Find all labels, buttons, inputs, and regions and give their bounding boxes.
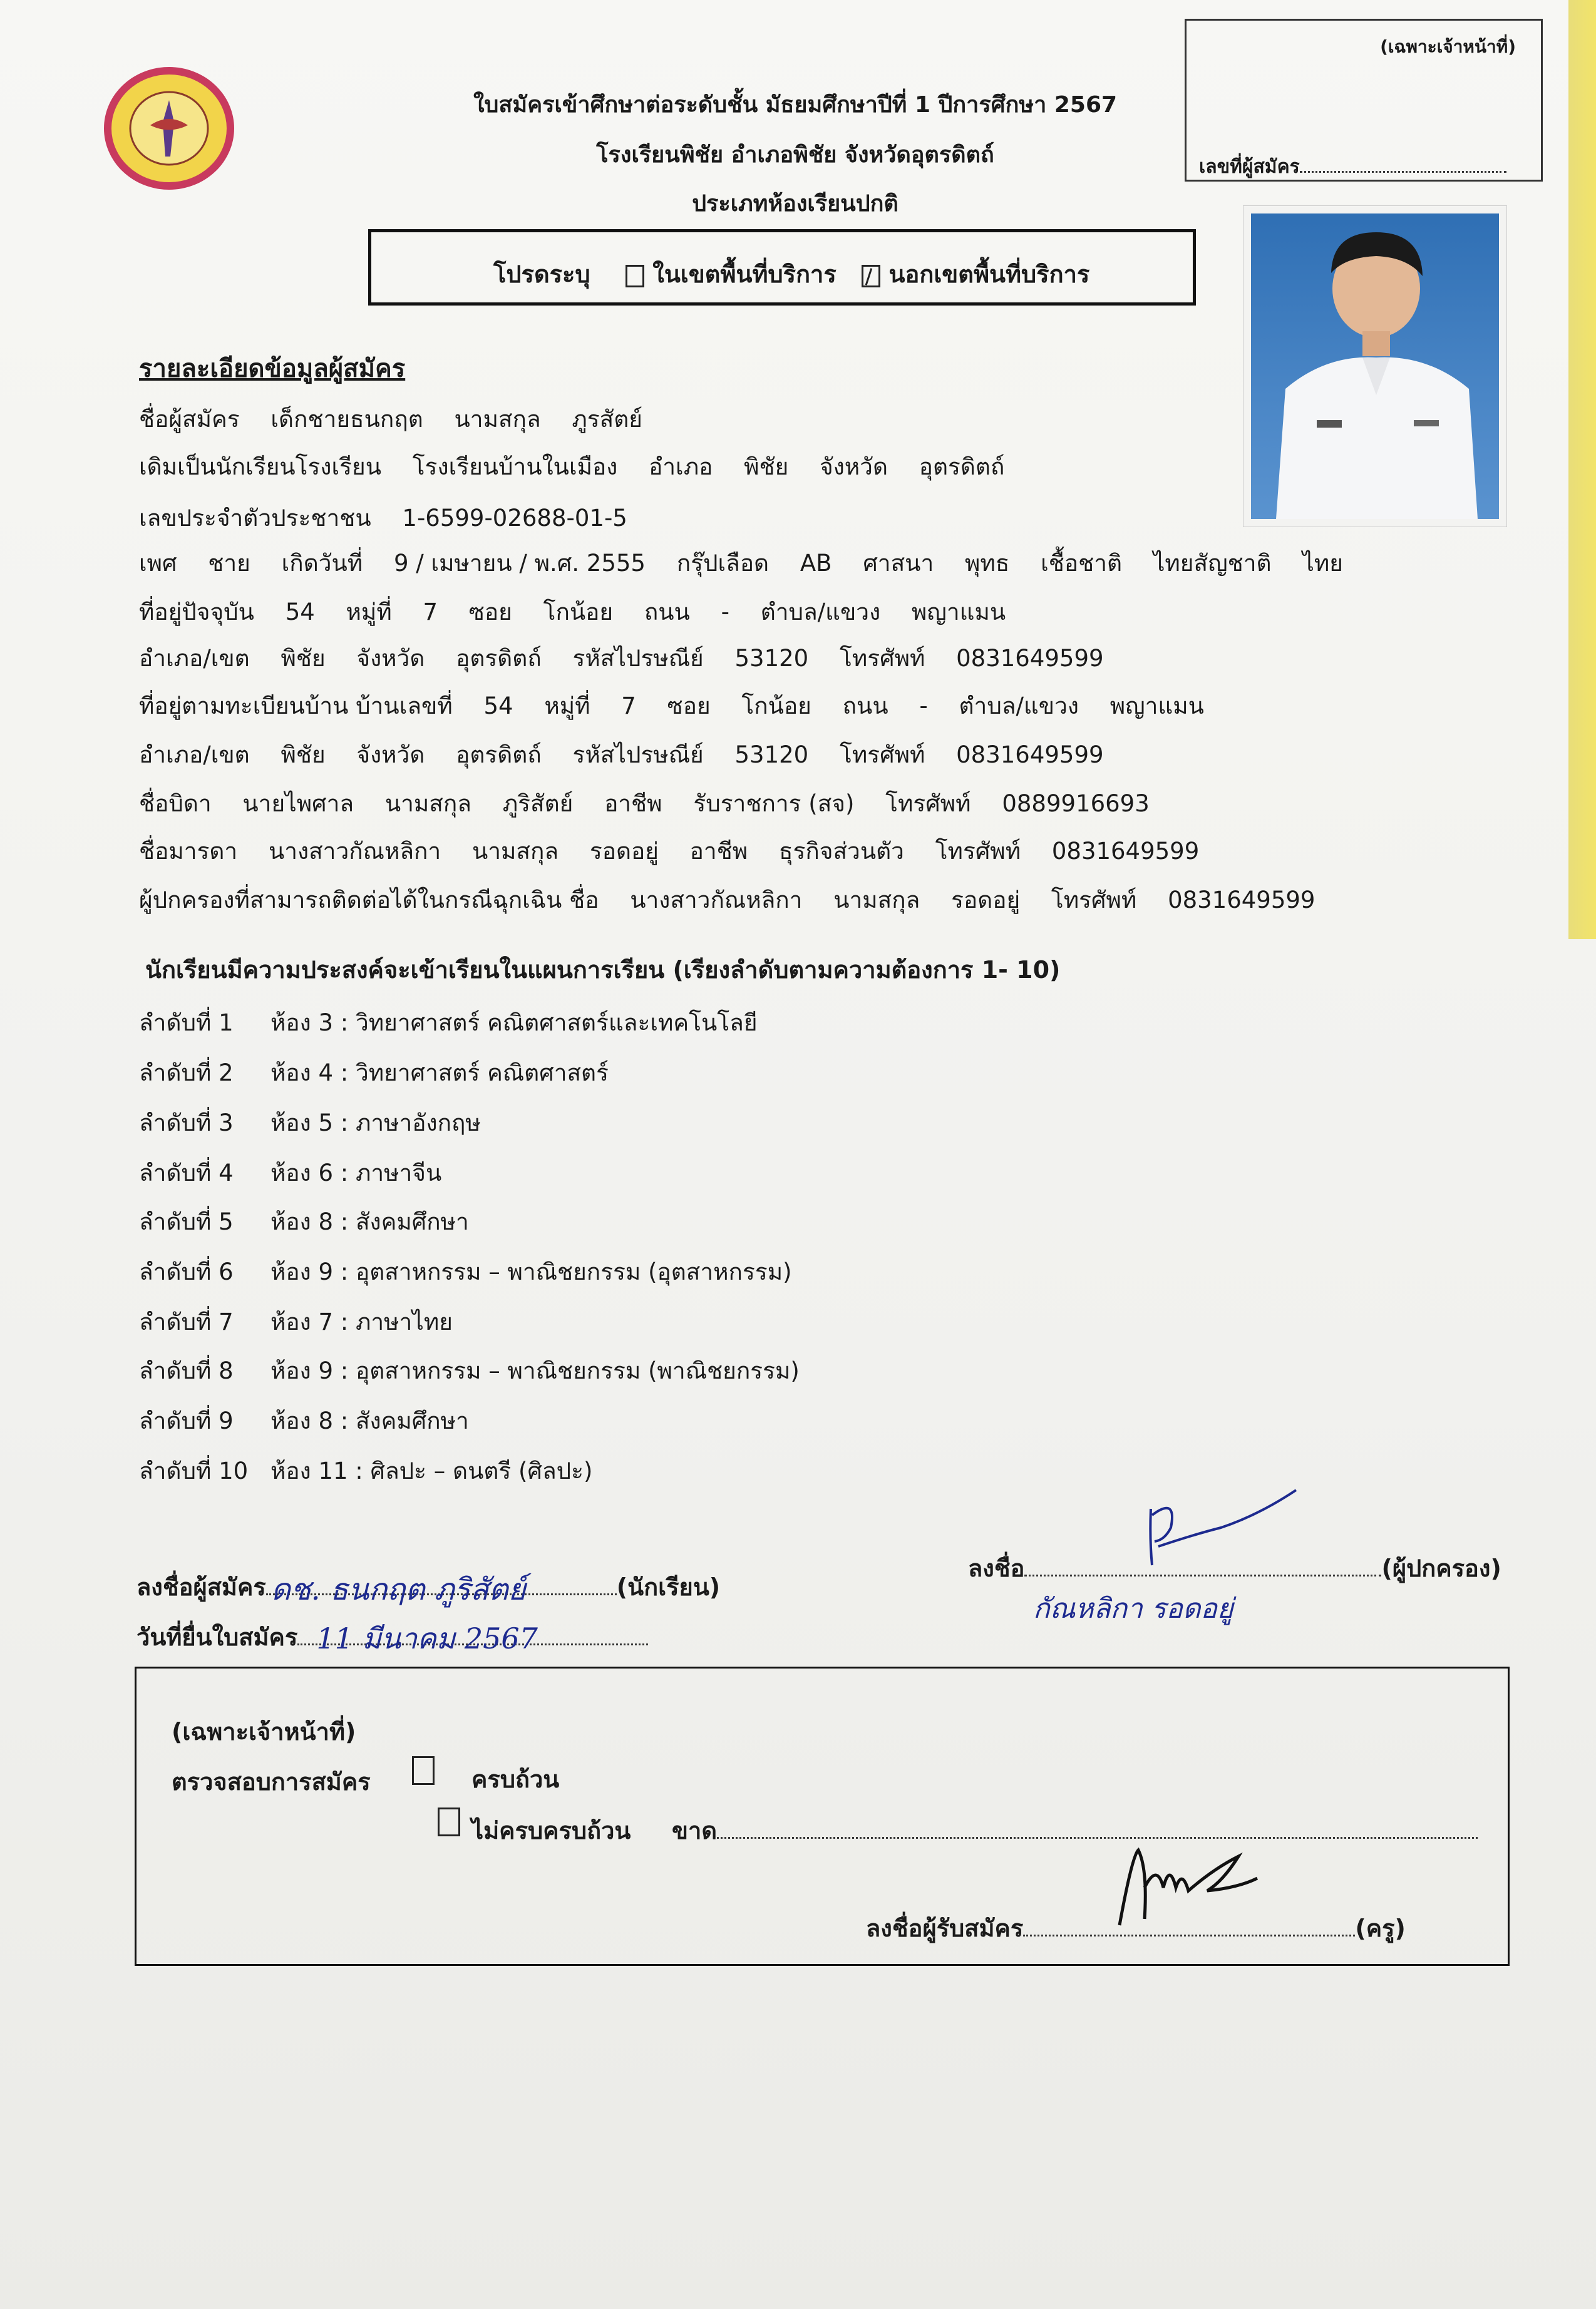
father-phone: 0889916693 (1002, 790, 1150, 817)
ethnicity-label: เชื้อชาติ (1041, 550, 1123, 577)
current-phone: 0831649599 (956, 645, 1104, 672)
name-label: ชื่อผู้สมัคร (139, 406, 240, 433)
current-postcode-label: รหัสไปรษณีย์ (572, 645, 704, 672)
citizen-id-value: 1-6599-02688-01-5 (402, 505, 627, 532)
guardian-handwritten-name: กัณหลิกา รอดอยู่ (1033, 1593, 1233, 1625)
form-title: ใบสมัครเข้าศึกษาต่อระดับชั้น มัธยมศึกษาปีที่ 1 ปีการศึกษา 2567 (473, 92, 1118, 118)
guardian-label: ผู้ปกครองที่สามารถติดต่อได้ในกรณีฉุกเฉิน ชื่อ (139, 887, 599, 913)
preference-room: ห้อง 3 : วิทยาศาสตร์ คณิตศาสตร์และเทคโนโลยี (270, 1009, 758, 1036)
complete-label: ครบถ้วน (471, 1766, 560, 1793)
preference-rank: ลำดับที่ 4 (139, 1160, 234, 1186)
current-subdistrict-label: ตำบล/แขวง (760, 599, 881, 625)
mother-name: นางสาวกัณหลิกา (268, 838, 441, 865)
guardian-signature-scribble (1140, 1484, 1302, 1571)
receiver-role-label: (ครู) (1355, 1915, 1406, 1942)
current-moo: 7 (423, 599, 438, 625)
registered-postcode-label: รหัสไปรษณีย์ (572, 741, 704, 768)
registered-district: พิชัย (281, 741, 326, 768)
religion-label: ศาสนา (863, 550, 934, 577)
registered-province-label: จังหวัด (356, 741, 425, 768)
mother-surname-label: นามสกุล (471, 838, 559, 865)
mother-surname: รอดอยู่ (589, 838, 659, 865)
mother-label: ชื่อมารดา (139, 838, 238, 865)
registered-house-no: 54 (483, 692, 513, 719)
guardian-surname: รอดอยู่ (951, 887, 1021, 913)
district-value: พิชัย (744, 453, 789, 480)
sex-value: ชาย (208, 550, 250, 577)
father-surname: ภูริสัตย์ (502, 790, 574, 817)
preference-item (139, 1004, 758, 1041)
preference-item (139, 1054, 609, 1091)
registered-moo: 7 (621, 692, 636, 719)
out-area-checkbox[interactable] (862, 265, 880, 287)
applicant-signature-field[interactable] (136, 1568, 720, 1606)
out-area-label: นอกเขตพื้นที่บริการ (888, 260, 1090, 288)
preference-item (139, 1402, 469, 1439)
mother-job: ธุรกิจส่วนตัว (778, 838, 904, 865)
registered-address-row (139, 687, 1228, 724)
registered-phone: 0831649599 (956, 741, 1104, 768)
district-label: อำเภอ (649, 453, 713, 480)
check-application-label: ตรวจสอบการสมัคร (172, 1768, 371, 1796)
current-road-label: ถนน (644, 599, 690, 625)
guardian-signature-label: ลงชื่อ (968, 1555, 1025, 1582)
applicant-handwritten-signature: ดช. ธนกฤต ภูริสัตย์ (270, 1572, 526, 1607)
preference-rank: ลำดับที่ 5 (139, 1208, 234, 1235)
registered-moo-label: หมู่ที่ (544, 692, 590, 719)
current-district-label: อำเภอ/เขต (139, 645, 250, 672)
preference-item (139, 1154, 441, 1191)
school-seal-logo (100, 63, 238, 194)
staff-use-label: (เฉพาะเจ้าหน้าที่) (172, 1718, 356, 1746)
incomplete-checkbox[interactable] (438, 1808, 460, 1836)
father-phone-label: โทรศัพท์ (885, 790, 971, 817)
application-date-handwritten: 11 มีนาคม 2567 (316, 1622, 538, 1655)
sex-label: เพศ (139, 550, 177, 577)
citizen-id-row (139, 500, 651, 537)
current-house-no: 54 (285, 599, 315, 625)
current-moo-label: หมู่ที่ (346, 599, 392, 625)
blood-value: AB (800, 550, 832, 577)
religion-value: พุทธ (965, 550, 1010, 577)
registered-address-row-2 (139, 736, 1128, 773)
current-address-row-2 (139, 640, 1128, 677)
father-row (139, 785, 1173, 822)
nationality-value: ไทย (1302, 550, 1343, 577)
preference-item (139, 1253, 792, 1290)
complete-checkbox[interactable] (412, 1756, 435, 1785)
current-subdistrict: พญาแมน (911, 599, 1006, 625)
father-job-label: อาชีพ (604, 790, 662, 817)
registered-road: - (919, 692, 928, 719)
current-soi-label: ซอย (468, 599, 512, 625)
personal-info-row (139, 545, 1367, 582)
preference-rank: ลำดับที่ 8 (139, 1357, 234, 1384)
office-use-label: (เฉพาะเจ้าหน้าที่) (1380, 36, 1516, 57)
incomplete-label: ไม่ครบครบถ้วน (471, 1817, 631, 1844)
citizen-id-label: เลขประจำตัวประชาชน (139, 505, 371, 532)
guardian-phone: 0831649599 (1168, 887, 1315, 913)
preference-rank: ลำดับที่ 3 (139, 1109, 234, 1136)
applicant-name-row (139, 401, 666, 438)
preference-room: ห้อง 8 : สังคมศึกษา (270, 1208, 469, 1235)
student-portrait-image (1251, 213, 1499, 519)
class-type: ประเภทห้องเรียนปกติ (692, 191, 898, 217)
applicant-section-title: รายละเอียดข้อมูลผู้สมัคร (139, 354, 406, 383)
yellow-background-edge (1568, 0, 1596, 939)
father-surname-label: นามสกุล (384, 790, 471, 817)
preference-rank: ลำดับที่ 1 (139, 1009, 234, 1036)
preference-room: ห้อง 7 : ภาษาไทย (270, 1309, 453, 1335)
surname-value: ภูรสัตย์ (572, 406, 642, 433)
preference-rank: ลำดับที่ 6 (139, 1258, 234, 1285)
previous-school-row (139, 448, 1028, 485)
preference-item (139, 1304, 453, 1340)
registered-road-label: ถนน (842, 692, 888, 719)
current-province: อุตรดิตถ์ (456, 645, 542, 672)
preference-item (139, 1352, 800, 1389)
preference-rank: ลำดับที่ 9 (139, 1407, 234, 1434)
preference-rank: ลำดับที่ 7 (139, 1309, 234, 1335)
preference-item (139, 1453, 592, 1489)
previous-school-value: โรงเรียนบ้านในเมือง (412, 453, 618, 480)
guardian-phone-label: โทรศัพท์ (1051, 887, 1137, 913)
application-number-label: เลขที่ผู้สมัคร (1199, 156, 1300, 178)
registered-phone-label: โทรศัพท์ (839, 741, 925, 768)
office-use-box (1185, 19, 1543, 182)
applicant-signature-label: ลงชื่อผู้สมัคร (136, 1573, 266, 1601)
guardian-name: นางสาวกัณหลิกา (630, 887, 803, 913)
current-address-label: ที่อยู่ปัจจุบัน (139, 599, 254, 625)
preference-item (139, 1203, 469, 1240)
preference-room: ห้อง 4 : วิทยาศาสตร์ คณิตศาสตร์ (270, 1059, 609, 1086)
mother-phone: 0831649599 (1051, 838, 1200, 865)
receiver-signature-scribble (1113, 1831, 1276, 1938)
applicant-photo (1243, 205, 1507, 527)
surname-label: นามสกุล (454, 406, 541, 433)
current-address-row (139, 594, 1029, 630)
mother-job-label: อาชีพ (689, 838, 748, 865)
guardian-role-label: (ผู้ปกครอง) (1381, 1555, 1501, 1582)
application-date-field[interactable] (136, 1618, 648, 1656)
service-area-box (368, 229, 1196, 306)
ethnicity-value: ไทยสัญชาติ (1153, 550, 1272, 577)
dob-value: 9 / เมษายน / พ.ศ. 2555 (393, 550, 646, 577)
current-postcode: 53120 (734, 645, 809, 672)
registered-address-label: ที่อยู่ตามทะเบียนบ้าน บ้านเลขที่ (139, 692, 453, 719)
guardian-row (139, 882, 1339, 918)
dob-label: เกิดวันที่ (281, 550, 363, 577)
preference-room: ห้อง 9 : อุตสาหกรรม – พาณิชยกรรม (พาณิชยกรรม) (270, 1357, 800, 1384)
registered-postcode: 53120 (734, 741, 809, 768)
preference-room: ห้อง 5 : ภาษาอังกฤษ (270, 1109, 481, 1136)
receiver-signature-label: ลงชื่อผู้รับสมัคร (866, 1915, 1024, 1942)
current-road: - (721, 599, 729, 625)
guardian-surname-label: นามสกุล (833, 887, 920, 913)
current-phone-label: โทรศัพท์ (839, 645, 925, 672)
staff-use-box (135, 1667, 1510, 1966)
first-name-value: เด็กชายธนกฤต (270, 406, 423, 433)
school-name: โรงเรียนพิชัย อำเภอพิชัย จังหวัดอุตรดิตถ์ (596, 142, 994, 168)
registered-soi-label: ซอย (667, 692, 711, 719)
registered-subdistrict: พญาแมน (1109, 692, 1204, 719)
missing-items-label: ขาด (672, 1817, 717, 1844)
registered-soi: โกน้อย (741, 692, 811, 719)
previous-school-label: เดิมเป็นนักเรียนโรงเรียน (139, 453, 381, 480)
preference-room: ห้อง 8 : สังคมศึกษา (270, 1407, 469, 1434)
preference-room: ห้อง 9 : อุตสาหกรรม – พาณิชยกรรม (อุตสาหกรรม) (270, 1258, 792, 1285)
preference-item (139, 1104, 481, 1141)
applicant-role-label: (นักเรียน) (616, 1573, 721, 1601)
application-date-label: วันที่ยื่นใบสมัคร (136, 1623, 298, 1651)
father-label: ชื่อบิดา (139, 790, 212, 817)
preferences-title: นักเรียนมีความประสงค์จะเข้าเรียนในแผนการเรียน (เรียงลำดับตามความต้องการ 1- 10) (145, 956, 1061, 984)
preference-room: ห้อง 11 : ศิลปะ – ดนตรี (ศิลปะ) (270, 1458, 593, 1484)
current-district: พิชัย (281, 645, 326, 672)
registered-district-label: อำเภอ/เขต (139, 741, 250, 768)
mother-row (139, 833, 1223, 870)
father-job: รับราชการ (สจ) (693, 790, 855, 817)
mother-phone-label: โทรศัพท์ (935, 838, 1021, 865)
in-area-checkbox[interactable] (626, 265, 644, 287)
service-area-prompt: โปรดระบุ (493, 260, 590, 288)
registered-subdistrict-label: ตำบล/แขวง (959, 692, 1079, 719)
preference-rank: ลำดับที่ 10 (139, 1458, 249, 1484)
province-value: อุตรดิตถ์ (919, 453, 1005, 480)
application-number-field[interactable] (1199, 152, 1506, 182)
blood-label: กรุ๊ปเลือด (676, 550, 770, 577)
preference-room: ห้อง 6 : ภาษาจีน (270, 1160, 442, 1186)
registered-province: อุตรดิตถ์ (456, 741, 542, 768)
current-province-label: จังหวัด (356, 645, 425, 672)
preference-rank: ลำดับที่ 2 (139, 1059, 234, 1086)
province-label: จังหวัด (820, 453, 888, 480)
father-name: นายไพศาล (242, 790, 354, 817)
in-area-label: ในเขตพื้นที่บริการ (652, 260, 837, 288)
missing-items-field[interactable] (672, 1811, 1478, 1849)
current-soi: โกน้อย (543, 599, 614, 625)
